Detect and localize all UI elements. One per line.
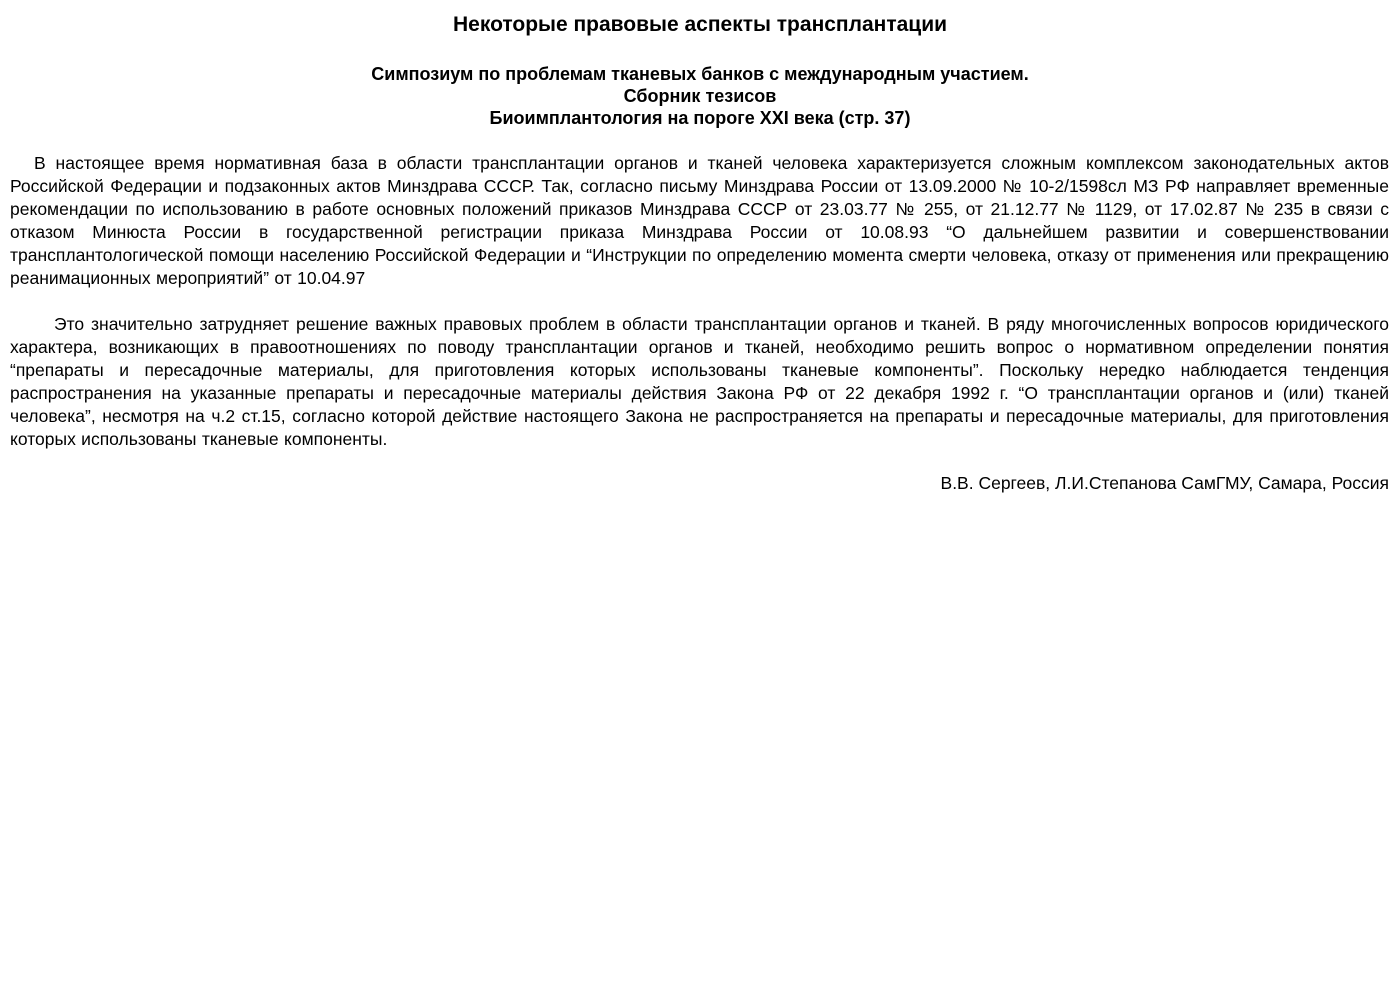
paragraph-legal-framework: В настоящее время нормативная база в области трансплантации органов и тканей человека характеризуется сложным комплексом законодательных актов Российской Федерации и подзаконных актов Минздрава СССР. Так, согласно письму Минздрава России от 13.09.2000 № 10-2/1598сл МЗ РФ направляет временные рекомендации по использованию в работе основных положений приказов Минздрава СССР от 23.03.77 № 255, от 21.12.77 № 1129, от 17.02.87 № 235 в связи с отказом Минюста России в государственной регистрации приказа Минздрава России от 10.08.93 “О дальнейшем развитии и совершенствовании трансплантологической помощи населению Российской Федерации и “Инструкции по определению момента смерти человека, отказу от применения или прекращению реанимационных мероприятий” от 10.04.97 — [10, 153, 1389, 288]
author-line: В.В. Сергеев, Л.И.Степанова СамГМУ, Самара, Россия — [940, 473, 1389, 493]
paragraph-legal-problems: Это значительно затрудняет решение важных правовых проблем в области трансплантации органов и тканей. В ряду многочисленных вопросов юридического характера, возникающих в правоотношениях по поводу трансплантации органов и тканей, необходимо решить вопрос о нормативном определении понятия “препараты и пересадочные материалы, для приготовления которых использованы тканевые компоненты”. Поскольку нередко наблюдается тенденция распространения на указанные препараты и пересадочные материалы действия Закона РФ от 22 декабря 1992 г. “О трансплантации органов и (или) тканей человека”, несмотря на ч.2 ст.15, согласно которой действие настоящего Закона не распространяется на препараты и пересадочные материалы, для приготовления которых использованы тканевые компоненты. — [10, 314, 1389, 449]
document-body — [0, 152, 1400, 495]
document-subtitle — [0, 63, 1400, 129]
subtitle-line-symposium: Симпозиум по проблемам тканевых банков с международным участием. — [371, 64, 1029, 84]
document-title: Некоторые правовые аспекты трансплантации — [452, 13, 948, 36]
subtitle-line-collection: Сборник тезисов — [623, 86, 777, 106]
subtitle-line-bioimplantology: Биоимплантология на пороге XXI века (стр. 37) — [489, 108, 911, 128]
